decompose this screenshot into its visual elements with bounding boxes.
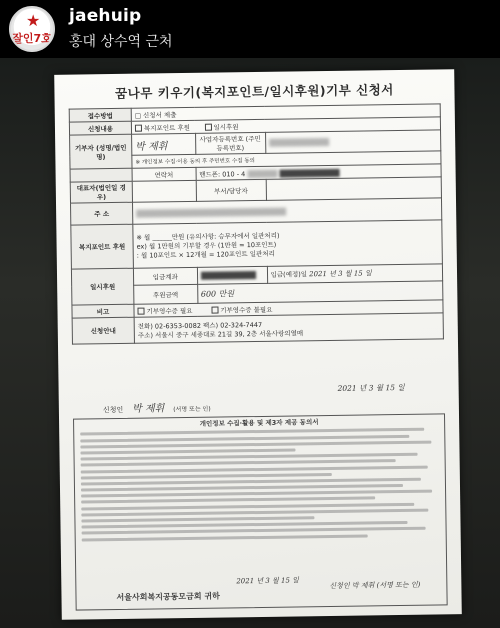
redacted-block: [269, 138, 329, 147]
username[interactable]: jaehuip: [69, 6, 142, 26]
text-line: [80, 448, 295, 454]
text-line: [81, 459, 396, 466]
consent-section: [73, 413, 448, 610]
form-value: [266, 177, 442, 200]
organization-name: 서울사회복지공동모금회 귀하: [116, 591, 220, 602]
text-line: [81, 490, 432, 498]
text-line: [82, 527, 426, 535]
redacted-block: [201, 271, 256, 280]
form-note: ※ 개인정보 수집·이용 동의 후 주민번호 수집 동의: [132, 151, 441, 168]
form-value: [133, 220, 443, 268]
location-tag[interactable]: 홍대 상수역 근처: [69, 34, 173, 50]
form-label: [70, 168, 132, 182]
amount-value: 600 만원: [200, 288, 235, 299]
form-label: 신청안내: [72, 317, 134, 344]
checkbox-icon: [211, 307, 218, 314]
points-line: : 월 10포인트 × 12개월 = 120포인트 일관처리: [136, 249, 275, 260]
contact-value: 핸드폰: 010 - 4: [199, 169, 246, 179]
points-line: ex) 월 1만원의 기부할 경우 (1만원 = 10포인트): [136, 240, 277, 251]
form-label: 복지포인트 후원: [71, 224, 134, 269]
form-label: 접수방법: [69, 108, 131, 122]
deposit-date: 2021 년 3 월 15 일: [309, 269, 372, 279]
text-line: [81, 497, 375, 504]
star-icon: ★: [26, 11, 41, 30]
option-label: 일시후원: [213, 122, 239, 132]
text-line: [80, 440, 431, 448]
avatar[interactable]: [9, 6, 55, 52]
form-table: [69, 103, 444, 344]
checkbox-icon: [135, 125, 142, 132]
form-value: [197, 266, 267, 284]
consent-title: 개인정보 수집·활용 및 제3자 제공 동의서: [199, 418, 319, 428]
form-value: □ 신청서 제출: [131, 104, 440, 121]
form-value: [132, 180, 196, 202]
date-label: 입금(예정)일: [270, 270, 308, 279]
applicant-signature: [103, 399, 211, 416]
redacted-block: [279, 168, 339, 177]
form-label: 입금계좌: [133, 267, 197, 285]
guide-line: 주소) 서울시 중구 세종대로 21길 39, 2층 서울사랑의열매: [137, 328, 304, 340]
applicant-name: 박 제휘: [132, 403, 165, 415]
form-label: 기부자 (성명/법인명): [70, 134, 132, 169]
text-line: [82, 534, 368, 541]
form-label: 후원금액: [134, 285, 198, 305]
consent-signature: 신청인 박 제휘 (서명 또는 인): [329, 580, 421, 590]
option-label: 복지포인트 후원: [143, 123, 191, 133]
applicant-date: 2021 년 3 월 15 일: [337, 382, 405, 393]
donor-name: 박 제휘: [135, 140, 168, 153]
form-label: 신청내용: [69, 121, 131, 135]
redacted-block: [136, 207, 286, 217]
sign-hint: (서명 또는 인): [173, 405, 211, 414]
text-line: [81, 473, 332, 479]
option-label: 기부영수증 불필요: [220, 305, 273, 315]
form-value: [134, 313, 443, 343]
checkbox-icon: [137, 308, 144, 315]
consent-date: 2021 년 3 월 15 일: [236, 576, 299, 586]
form-label: 연락처: [132, 167, 196, 181]
form-label: 대표자(법인일 경우): [70, 181, 132, 203]
post-photo: [0, 58, 500, 628]
form-label: 사업자등록번호 (주민등록번호): [195, 132, 265, 154]
text-line: [81, 508, 428, 516]
redacted-block: [247, 169, 277, 177]
document-title: 꿈나무 키우기(복지포인트/일시후원)기부 신청서: [115, 82, 394, 101]
checkbox-icon: [204, 124, 211, 131]
form-label: 비고: [72, 304, 134, 318]
option-label: 기부영수증 필요: [146, 306, 193, 316]
applicant-label: 신청인: [102, 405, 124, 415]
application-form: [54, 69, 462, 620]
form-label: 일시후원: [71, 268, 133, 305]
consent-footer: [77, 576, 447, 602]
form-value: [265, 130, 441, 153]
points-line: ※ 월 ______만원 (유의사항: 승무자에서 일관처리): [136, 231, 280, 242]
guide-line: 전화) 02-6353-0082 팩스) 02-324-7447: [137, 320, 263, 331]
form-row: [71, 220, 443, 269]
text-line: [81, 516, 314, 522]
post-header: [0, 0, 500, 58]
text-line: [81, 465, 428, 473]
form-label: 주 소: [71, 202, 133, 225]
avatar-logo-text: 잘인7호: [12, 32, 52, 45]
form-value: [132, 133, 196, 155]
form-row: [72, 313, 443, 344]
form-label: 부서/담당자: [196, 179, 266, 201]
